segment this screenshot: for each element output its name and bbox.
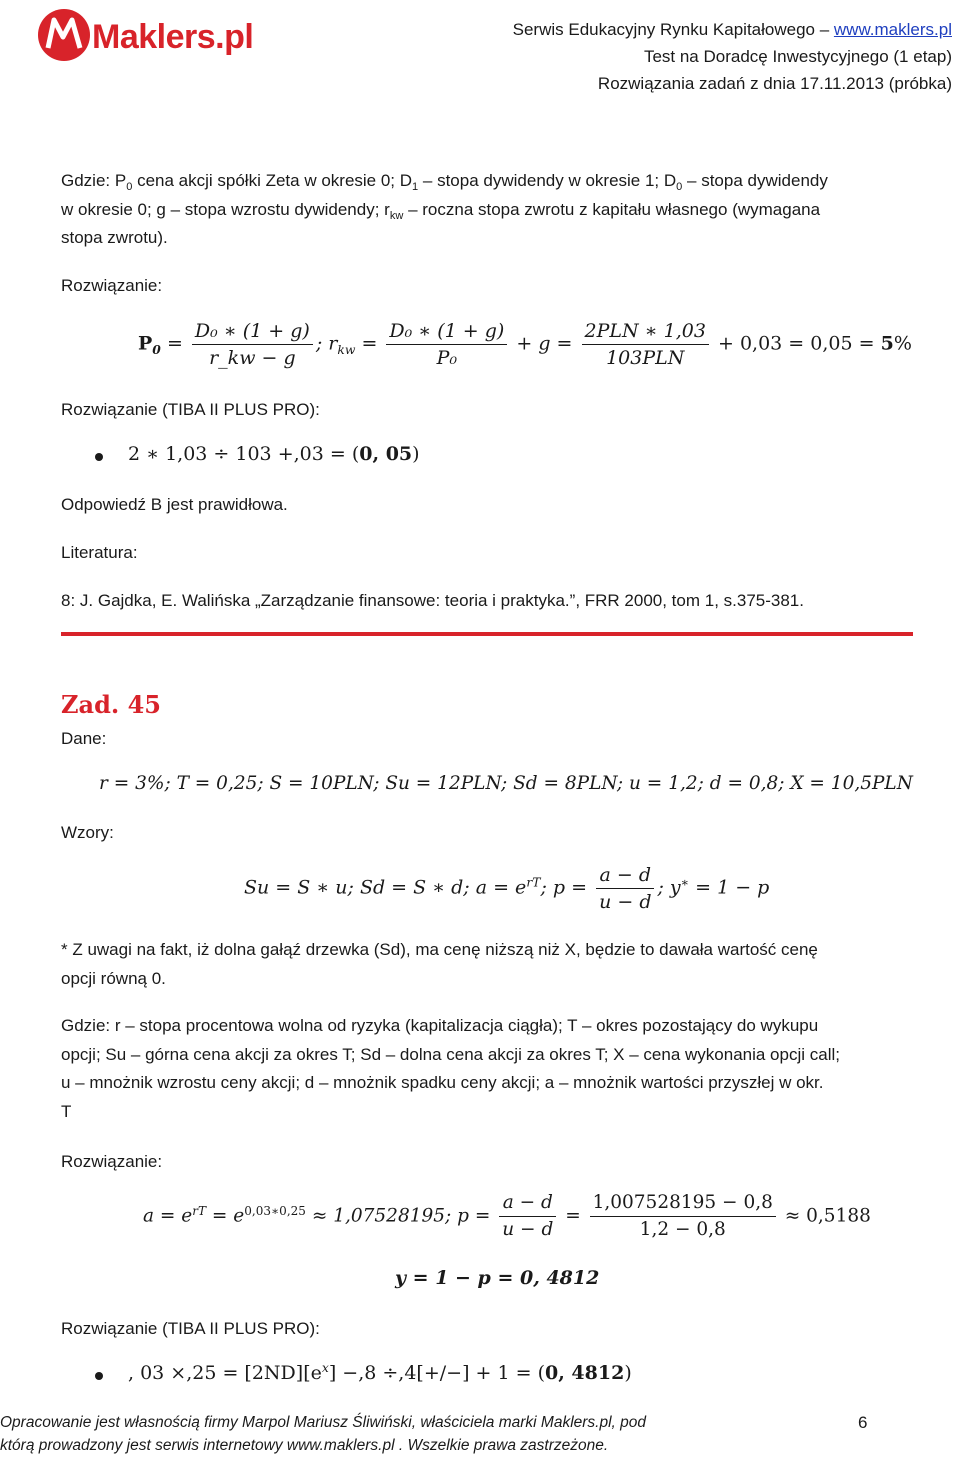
- formulas-label: Wzory:: [61, 823, 114, 842]
- solution-label-1: Rozwiązanie:: [61, 276, 163, 295]
- header-line-2: Test na Doradcę Inwestycyjnego (1 etap): [643, 47, 952, 66]
- tiba-label-2: Rozwiązanie (TIBA II PLUS PRO):: [61, 1319, 320, 1338]
- fraction-1: $\frac{\text{D₀ ∗ (1 + g)}}{r\_kw - g}$: [192, 318, 313, 371]
- maklers-link[interactable]: www.maklers.pl: [833, 20, 952, 39]
- formula-1: $P_0$ = $\frac{\text{D₀ ∗ (1 + g)}}{r\_kw - g}$ ; $r_{kw}$ = $\frac{\text{D₀ ∗ (1 + g)}}{\text{P₀}}$ + g = 2PLN ∗ 1,03 103PLN + 0,03 = 0,05 = 5%: [138, 320, 912, 369]
- footer-line-2: którą prowadzony jest serwis internetowy www.maklers.pl . Wszelkie prawa zastrzeżone.: [0, 1437, 609, 1454]
- logo-wordmark: Maklers.pl: [92, 18, 254, 56]
- fraction-sol-2: $\frac{1,007528195 - 0,8}{1,2 - 0,8}$: [590, 1190, 776, 1243]
- literature-label: Literatura:: [61, 543, 138, 562]
- task-title: Zad. 45: [61, 690, 161, 719]
- answer-text: Odpowiedź B jest prawidłowa.: [61, 495, 288, 514]
- given-label: Dane:: [61, 729, 107, 748]
- where-paragraph-2: Gdzie: r – stopa procentowa wolna od ryzyka (kapitalizacja ciągła); T – okres pozostający do wykupu opcji; Su – górna cena akcji za okres T; Sd – dolna cena akcji za okres T; X – cena wykonania opcji call; u – mnożnik wzrostu ceny akcji; d – mnożnik spadku ceny akcji; a – mnożnik wartości przyszłej w okr. T: [61, 1016, 840, 1121]
- fraction-2: $\frac{\text{D₀ ∗ (1 + g)}}{\text{P₀}}$: [386, 318, 507, 371]
- formula-3: $a = e^{rT} = e^{0,03∗0,25} \approx 1,07528195$; p = $\frac{a - d}{u - d}$ = $\frac{1,007528195 - 0,8}{1,2 - 0,8}$ ≈ 0,5188: [143, 1190, 871, 1243]
- header-line-3: Rozwiązania zadań z dnia 17.11.2013 (próbka): [597, 74, 952, 93]
- bullet-2: [95, 1372, 103, 1380]
- given-values: r = 3%; T = 0,25; S = 10PLN; Su = 12PLN; Sd = 8PLN; u = 1,2; d = 0,8; X = 10,5PLN: [99, 773, 913, 794]
- tiba-expression-2: , $03 \times,25 = [2ND][e^x] -,8 \div,4[+/-] + 1 = (0$, 4812): [128, 1361, 632, 1384]
- logo-text: [92, 18, 253, 57]
- page-number: 6: [858, 1413, 868, 1432]
- result-y: y = 1 − p = 0, 4812: [395, 1267, 600, 1289]
- footer-line-1: Opracowanie jest własnością firmy Marpol Mariusz Śliwiński, właściciela marki Maklers.pl, pod: [0, 1414, 647, 1431]
- tiba-expression-1: 2 ∗ 1,03 ÷ 103 +,03 = (0, 05): [128, 443, 420, 465]
- solution-label-2: Rozwiązanie:: [61, 1152, 163, 1171]
- fraction-p: $\frac{a - d}{u - d}$: [596, 862, 654, 915]
- footer: [0, 1411, 880, 1457]
- bullet-1: [95, 453, 103, 461]
- section-divider: [61, 632, 913, 636]
- note-paragraph: * Z uwagi na fakt, iż dolna gałąź drzewka (Sd), ma cenę niższą niż X, będzie to dawała wartość cenę opcji równą 0.: [61, 940, 818, 988]
- tiba-label-1: Rozwiązanie (TIBA II PLUS PRO):: [61, 400, 320, 419]
- fraction-sol-1: $\frac{a - d}{u - d}$: [499, 1190, 556, 1243]
- header-info: [513, 16, 952, 97]
- formula-2: Su = S ∗ u; Sd = S ∗ d; $a = e^{rT}$; p = $\frac{a - d}{u - d}$ ; y∗ = 1 − p: [244, 864, 770, 913]
- where-paragraph-1: Gdzie: $P_0$ cena akcji spółki Zeta w okresie 0; $D_1$ – stopa dywidendy w okresie 1; $D_0$ – stopa dywidendy w okresie 0; g – stopa wzrostu dywidendy; $r_{kw}$ – roczna stopa zwrotu z kapitału własnego (wymagana stopa zwrotu).: [61, 171, 828, 247]
- fraction-3: 2PLN ∗ 1,03 103PLN: [582, 318, 709, 371]
- literature-reference: 8: J. Gajdka, E. Walińska „Zarządzanie finansowe: teoria i praktyka.”, FRR 2000, tom 1, s.375-381.: [61, 591, 804, 610]
- header-line-1: Serwis Edukacyjny Rynku Kapitałowego – www.maklers.pl: [512, 20, 952, 39]
